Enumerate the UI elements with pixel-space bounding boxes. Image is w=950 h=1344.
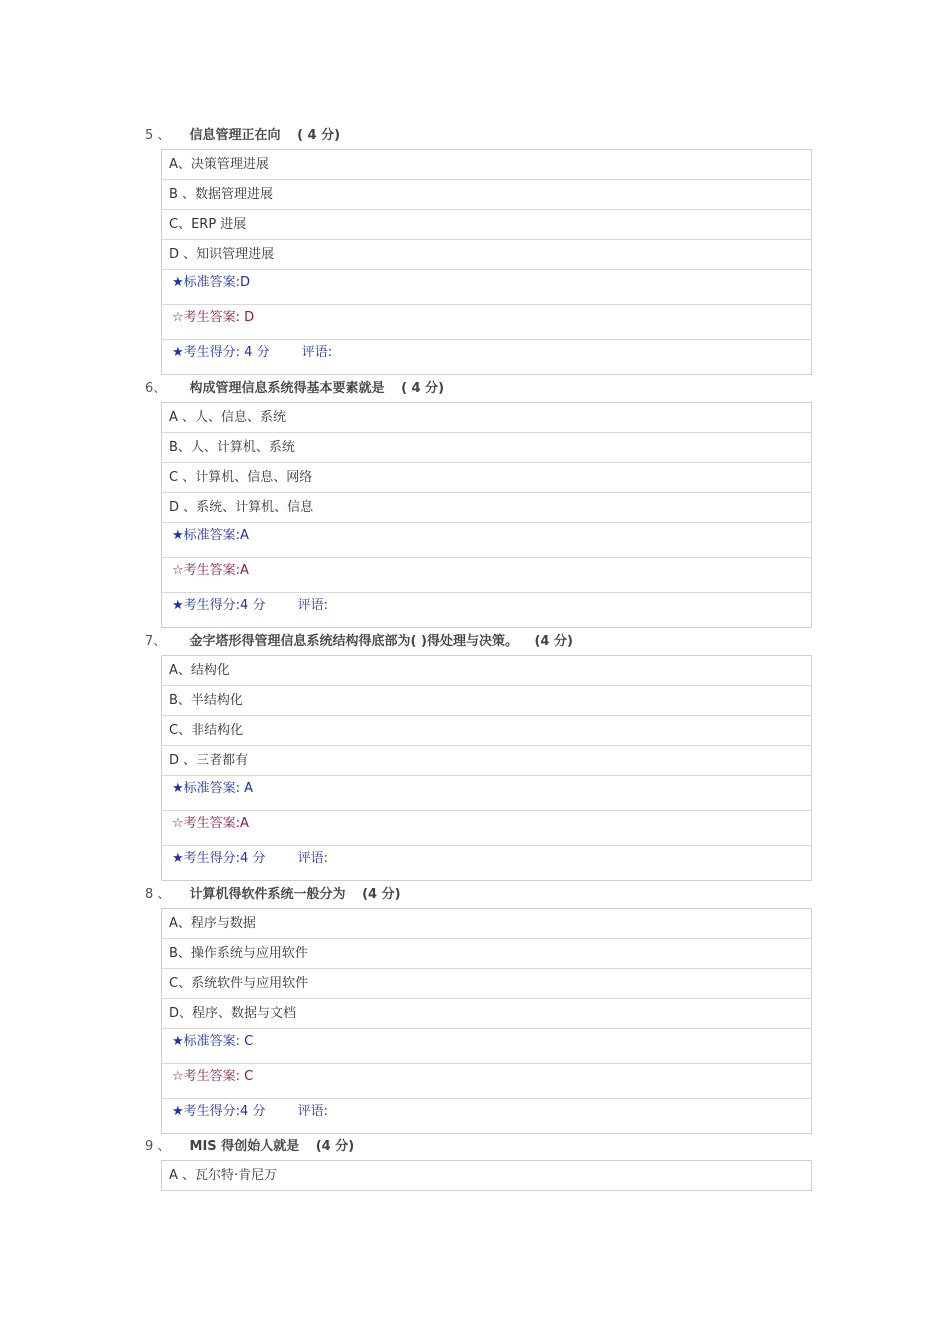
option-b: B、人、计算机、系统: [162, 433, 811, 463]
option-c: C、非结构化: [162, 716, 811, 746]
question-score: ( 4 分): [297, 128, 341, 143]
question-number: 5 、: [145, 128, 171, 143]
comment-label: 评语:: [297, 1104, 328, 1119]
student-score: ★考生得分: 4 分: [172, 345, 270, 360]
question-number: 7、: [145, 634, 167, 649]
standard-answer: ★标准答案:D: [162, 270, 811, 305]
option-a: A、程序与数据: [162, 909, 811, 939]
question-title: [145, 379, 444, 399]
student-score-row: [162, 340, 811, 374]
option-b: B、半结构化: [162, 686, 811, 716]
comment-label: 评语:: [301, 345, 333, 360]
question-text: 金字塔形得管理信息系统结构得底部为( )得处理与决策。: [189, 634, 518, 649]
question-title: [145, 126, 340, 146]
student-answer: ☆考生答案:A: [162, 558, 811, 593]
student-answer: ☆考生答案:A: [162, 811, 811, 846]
comment-label: 评语:: [297, 851, 328, 866]
question-title: [145, 885, 401, 905]
option-d: D、程序、数据与文档: [162, 999, 811, 1029]
option-c: C、系统软件与应用软件: [162, 969, 811, 999]
option-d: D 、系统、计算机、信息: [162, 493, 811, 523]
option-c: C、ERP 进展: [162, 210, 811, 240]
option-d: D 、三者都有: [162, 746, 811, 776]
student-score-row: [162, 846, 811, 880]
question-number: 8 、: [145, 887, 171, 902]
option-c: C 、计算机、信息、网络: [162, 463, 811, 493]
question-box: [161, 908, 812, 1134]
question-box: [161, 402, 812, 628]
question-box: [161, 1160, 812, 1191]
option-a: A、决策管理进展: [162, 150, 811, 180]
option-d: D 、知识管理进展: [162, 240, 811, 270]
student-answer: ☆考生答案: D: [162, 305, 811, 340]
question-title: [145, 1137, 354, 1157]
student-score: ★考生得分:4 分: [172, 1104, 266, 1119]
question-box: [161, 655, 812, 881]
student-score: ★考生得分:4 分: [172, 851, 266, 866]
question-title: [145, 632, 573, 652]
standard-answer: ★标准答案: A: [162, 776, 811, 811]
question-text: 计算机得软件系统一般分为: [189, 887, 346, 902]
comment-label: 评语:: [297, 598, 328, 613]
option-b: B 、数据管理进展: [162, 180, 811, 210]
option-a: A 、人、信息、系统: [162, 403, 811, 433]
question-score: (4 分): [315, 1139, 355, 1154]
student-score-row: [162, 593, 811, 627]
standard-answer: ★标准答案:A: [162, 523, 811, 558]
option-a: A、结构化: [162, 656, 811, 686]
question-text: MIS 得创始人就是: [189, 1139, 300, 1154]
question-text: 信息管理正在向: [189, 128, 281, 143]
question-text: 构成管理信息系统得基本要素就是: [189, 381, 385, 396]
question-box: [161, 149, 812, 375]
option-a: A 、瓦尔特·肯尼万: [169, 1168, 278, 1183]
question-score: (4 分): [534, 634, 573, 649]
question-number: 9 、: [145, 1139, 171, 1154]
option-b: B、操作系统与应用软件: [162, 939, 811, 969]
student-score: ★考生得分:4 分: [172, 598, 266, 613]
question-number: 6、: [145, 381, 167, 396]
question-score: (4 分): [362, 887, 401, 902]
standard-answer: ★标准答案: C: [162, 1029, 811, 1064]
student-answer: ☆考生答案: C: [162, 1064, 811, 1099]
student-score-row: [162, 1099, 811, 1133]
question-score: ( 4 分): [401, 381, 445, 396]
